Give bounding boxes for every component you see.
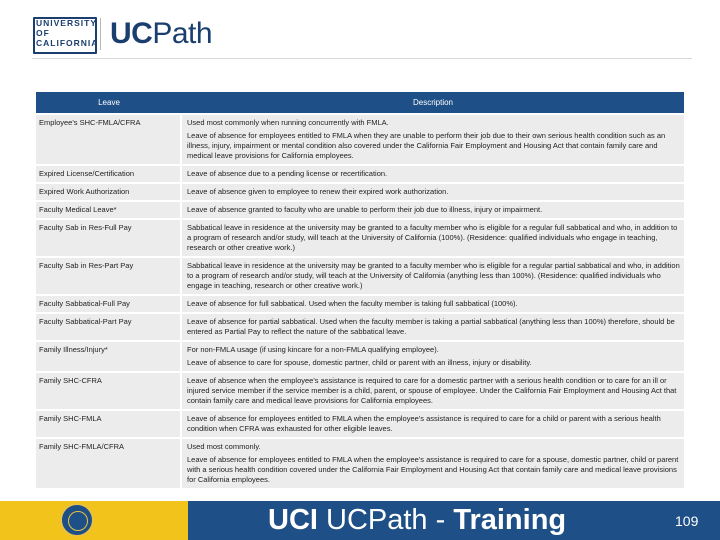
description-cell: [182, 258, 684, 294]
table-row: [36, 202, 684, 218]
description-text: Used most commonly when running concurrently with FMLA.: [187, 118, 389, 127]
footer-title-training: Training: [453, 504, 567, 536]
footer-gold-panel: [0, 501, 188, 540]
footer-title-uci: UCI: [268, 504, 318, 536]
description-text: For non-FMLA usage (if using kincare for a non-FMLA qualifying employee).: [187, 345, 439, 354]
description-cell: [182, 314, 684, 340]
description-text: Sabbatical leave in residence at the university may be granted to a faculty member who is eligible for a regular partial sabbatical and who, in addition to a program of research and/or study, will teach at the University of California (anything less than 100%). (Residence: qualified individuals who engage in teaching, research or other creative work.): [187, 261, 680, 290]
page-number: 109: [675, 513, 699, 529]
logo-line-university: UNIVERSITY: [36, 18, 98, 28]
table-row: [36, 258, 684, 294]
leave-type-cell: Family Illness/Injury*: [36, 342, 182, 371]
ucpath-brand: [110, 17, 212, 51]
table-row: [36, 115, 684, 164]
description-cell: [182, 296, 684, 312]
description-text-secondary: Leave of absence to care for spouse, domestic partner, child or parent with an illness, injury or disability.: [187, 358, 532, 367]
description-cell: [182, 166, 684, 182]
column-header-description: Description: [182, 92, 684, 113]
leave-type-cell: Family SHC-FMLA/CFRA: [36, 439, 182, 488]
leave-type-cell: Faculty Medical Leave*: [36, 202, 182, 218]
leave-type-cell: Family SHC-CFRA: [36, 373, 182, 409]
table-header-row: [36, 92, 684, 113]
footer-title-ucpath: UCPath -: [326, 504, 446, 536]
footer-title: [268, 504, 566, 537]
table-row: [36, 373, 684, 409]
description-cell: [182, 202, 684, 218]
table-row: [36, 314, 684, 340]
description-text: Leave of absence due to a pending license or recertification.: [187, 169, 388, 178]
description-text: Leave of absence for full sabbatical. Used when the faculty member is taking full sabbatical (100%).: [187, 299, 518, 308]
header-rule: [32, 58, 692, 59]
leave-type-cell: Faculty Sab in Res-Part Pay: [36, 258, 182, 294]
table-row: [36, 166, 684, 182]
description-text: Leave of absence for partial sabbatical. Used when the faculty member is taking a partial sabbatical (anything less than 100%) therefore, should be entered as Partial Pay to reflect the nature of the sabbatical leave.: [187, 317, 675, 336]
description-text: Used most commonly.: [187, 442, 261, 451]
description-text: Leave of absence granted to faculty who are unable to perform their job due to illness, injury or impairment.: [187, 205, 543, 214]
table-row: [36, 220, 684, 256]
table-row: [36, 439, 684, 488]
description-cell: [182, 115, 684, 164]
leave-type-cell: Expired Work Authorization: [36, 184, 182, 200]
leave-type-cell: Expired License/Certification: [36, 166, 182, 182]
table-body: [36, 115, 684, 488]
description-text: Leave of absence when the employee's assistance is required to care for a domestic partner with a serious health condition or to care for an ill or injured service member if the service member is a child, parent, or spouse of employee. Under the California Fair Employment and Housing Act that contain family care and medical leave provisions for California employees.: [187, 376, 677, 405]
description-text: Sabbatical leave in residence at the university may be granted to a faculty member who is eligible for a regular full sabbatical and who, in addition to a program of research and/or study, will teach at the University of California (100%). (Residence: qualified individuals who engage in teaching, research or other creative work.): [187, 223, 678, 252]
brand-path: Path: [152, 17, 213, 50]
description-cell: [182, 411, 684, 437]
description-cell: [182, 184, 684, 200]
table-row: [36, 184, 684, 200]
table-row: [36, 296, 684, 312]
column-header-leave: Leave: [36, 92, 182, 113]
description-text: Leave of absence for employees entitled to FMLA when the employee's assistance is required to care for a child or parent with a serious health condition when CFRA was exhausted for other eligible leaves.: [187, 414, 661, 433]
uc-seal-icon: [60, 503, 94, 537]
description-text-secondary: Leave of absence for employees entitled to FMLA when they are unable to perform their job due to their own serious health condition such as an illness, injury, impairment or mental condition also covered under the California Fair Employment and Housing Act that contain family care and medical leave provisions for California employees.: [187, 131, 666, 160]
table-row: [36, 411, 684, 437]
table-row: [36, 342, 684, 371]
description-cell: [182, 439, 684, 488]
leave-type-cell: Employee's SHC-FMLA/CFRA: [36, 115, 182, 164]
description-cell: [182, 373, 684, 409]
description-text: Leave of absence given to employee to renew their expired work authorization.: [187, 187, 449, 196]
leave-type-cell: Family SHC-FMLA: [36, 411, 182, 437]
description-cell: [182, 342, 684, 371]
logo-divider: [100, 18, 101, 50]
leave-type-cell: Faculty Sab in Res-Full Pay: [36, 220, 182, 256]
leave-types-table: [36, 90, 684, 490]
leave-type-cell: Faculty Sabbatical-Part Pay: [36, 314, 182, 340]
header: [0, 0, 720, 88]
description-text-secondary: Leave of absence for employees entitled to FMLA when the employee's assistance is required to care for a spouse, domestic partner, child or parent with a serious health condition covered under the California Fair Employment and Housing Act that contain family care and medical leave provisions for California employees.: [187, 455, 679, 484]
logo-line-of: OF: [36, 28, 50, 38]
brand-uc: UC: [110, 17, 153, 50]
description-cell: [182, 220, 684, 256]
leave-type-cell: Faculty Sabbatical-Full Pay: [36, 296, 182, 312]
logo-line-california: CALIFORNIA: [36, 38, 99, 48]
